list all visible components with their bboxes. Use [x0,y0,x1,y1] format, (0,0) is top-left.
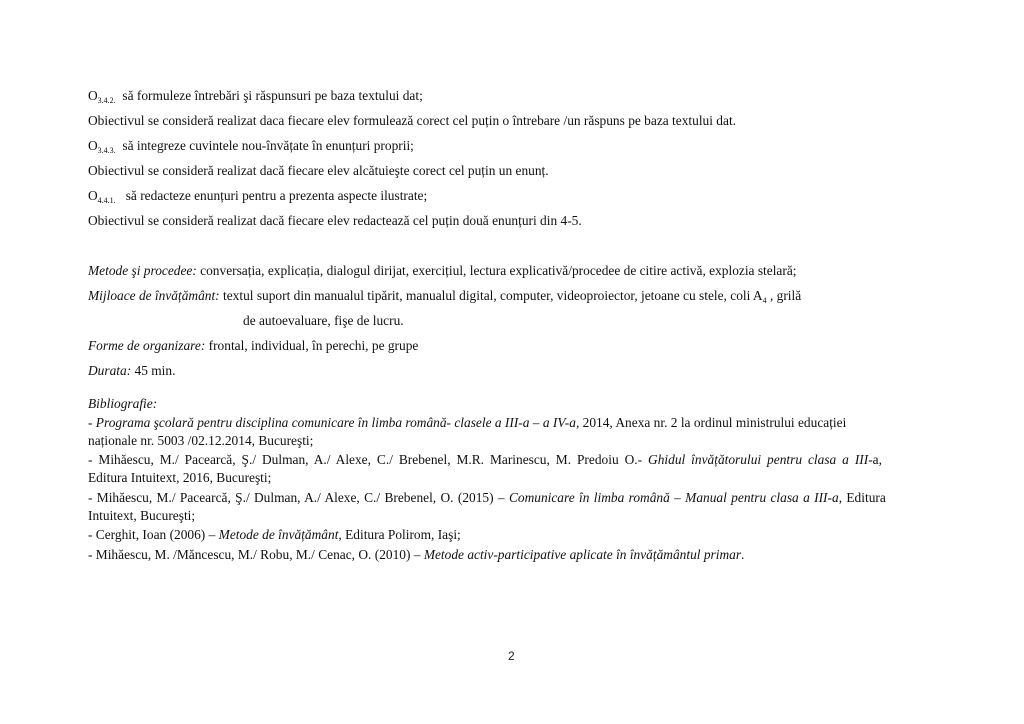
bibliography-entry-1 [88,415,846,431]
entry-authors: - Mihăescu, M. /Măncescu, M./ Robu, M./ Cenac, O. (2010) – [88,547,424,562]
objective-code: O [88,88,98,103]
means-line [88,288,801,309]
entry-title: Metode de învățământ [218,527,339,542]
objective-3-criterion: Obiectivul se consideră realizat dacă fiecare elev redactează cel puțin două enunțuri din 4-5. [88,213,582,228]
means-continuation: de autoevaluare, fişe de lucru. [243,313,404,328]
bibliography-entry-5 [88,547,744,563]
entry-rest: , Editura [838,490,886,505]
entry-authors: - Cerghit, Ioan (2006) – [88,527,219,542]
organization-value: frontal, individual, în perechi, pe grupe [205,338,419,353]
bibliography-entry-3 [88,490,886,506]
means-value: textul suport din manualul tipărit, manualul digital, computer, videoproiector, jetoane cu stele, coli A [219,288,763,303]
bibliography-entry-3-cont: Intuitext, Bucureşti; [88,508,196,523]
means-sub: 4 [762,296,767,305]
bibliography-title-text: Bibliografie: [88,396,158,411]
entry-title: - Programa şcolară pentru disciplina comunicare în limba română- clasele a III-a – a IV-a, [88,415,580,430]
bibliography-entry-2 [88,452,882,468]
objective-code: O [88,138,98,153]
objective-2 [88,138,414,159]
entry-authors: - Mihăescu, M./ Pacearcă, Ş./ Dulman, A./ Alexe, C./ Brebenel, M.R. Marinescu, M. Predoiu O.- [88,452,649,467]
entry-title: Comunicare în limba română – Manual pentru clasa a III-a [508,490,839,505]
methods-value: conversația, explicația, dialogul dirijat, exercițiul, lectura explicativă/procedee de citire activă, explozia stelară; [196,263,797,278]
objective-code-sub: 4.4.1. [97,196,116,205]
entry-rest: , Editura Polirom, Iaşi; [338,527,461,542]
objective-2-criterion: Obiectivul se consideră realizat dacă fiecare elev alcătuieşte corect cel puțin un enunț. [88,163,549,178]
objective-text: să redacteze enunțuri pentru a prezenta aspecte ilustrate; [125,188,428,203]
entry-authors: - Mihăescu, M./ Pacearcă, Ş./ Dulman, A./ Alexe, C./ Brebenel, O. (2015) – [88,490,509,505]
duration-label: Durata: [88,363,132,378]
methods-line [88,263,797,279]
objective-text: să integreze cuvintele nou-învățate în enunțuri proprii; [122,138,414,153]
objective-code-sub: 3.4.2. [97,96,116,105]
entry-title: Ghidul învățătorului pentru clasa a III [648,452,869,467]
objective-code-sub: 3.4.3. [97,146,116,155]
duration-value: 45 min. [131,363,176,378]
entry-rest: -a, [868,452,882,467]
objective-1-criterion: Obiectivul se consideră realizat daca fiecare elev formulează corect cel puțin o întrebare /un răspuns pe baza textului dat. [88,113,737,128]
organization-line [88,338,418,354]
bibliography-entry-1-cont: naționale nr. 5003 /02.12.2014, Bucureşti; [88,433,314,448]
means-label: Mijloace de învățământ: [88,288,220,303]
objective-text: să formuleze întrebări şi răspunsuri pe baza textului dat; [122,88,423,103]
objective-3 [88,188,427,209]
bibliography-entry-2-cont: Editura Intuitext, 2016, Bucureşti; [88,470,272,485]
entry-rest: . [741,547,745,562]
bibliography-entry-4 [88,527,461,543]
bibliography-title [88,396,157,412]
objective-code: O [88,188,98,203]
entry-rest: 2014, Anexa nr. 2 la ordinul ministrului educației [579,415,847,430]
organization-label: Forme de organizare: [88,338,206,353]
objective-1 [88,88,423,109]
means-value-end: , grilă [766,288,802,303]
duration-line [88,363,175,379]
entry-title: Metode activ-participative aplicate în învățământul primar [423,547,742,562]
page-number: 2 [508,649,515,663]
methods-label: Metode şi procedee: [88,263,197,278]
